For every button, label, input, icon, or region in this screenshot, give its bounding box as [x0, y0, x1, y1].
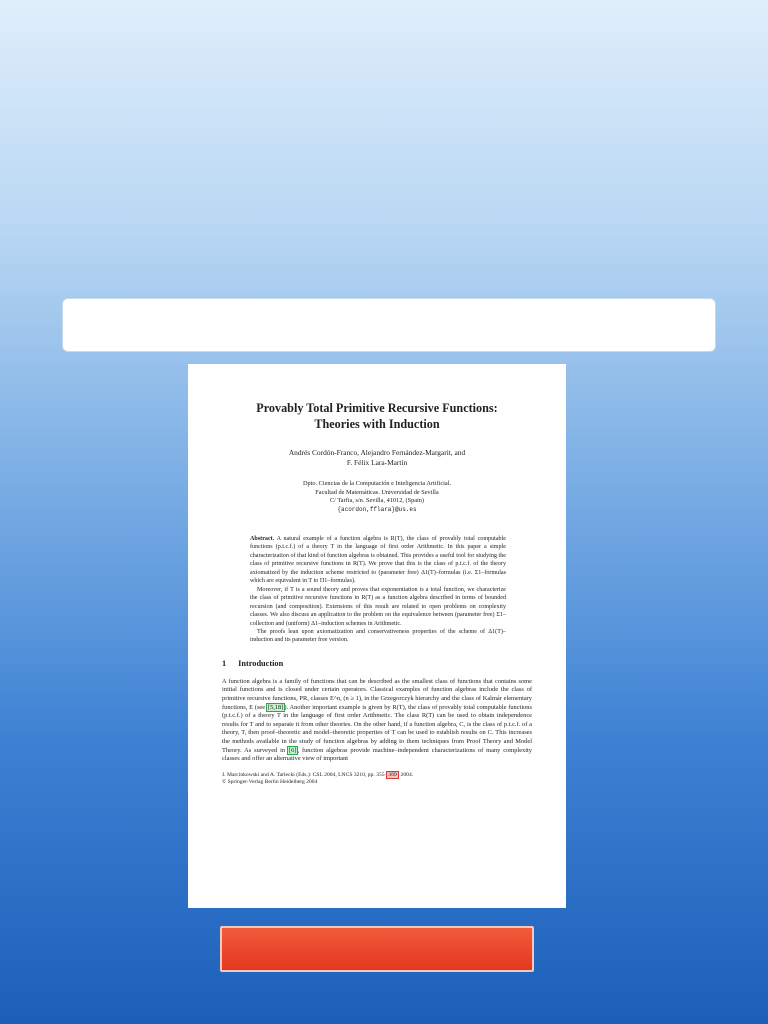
paper-title [222, 400, 532, 432]
abstract-paragraph: Moreover, if T is a sound theory and proves that exponentiation is a total function, we characterize the class of primitive recursive functions in R(T) as a function algebra described in terms of bounded recursion (and composition). Extensions of this result are related to open problems on complexity classes. We also discuss an application to the problem on the equivalence between (parameter free) Σ1–collection and (uniform) Δ1–induction schemes in Arithmetic. [250, 586, 506, 627]
action-button[interactable] [220, 926, 534, 972]
paper-authors [222, 448, 532, 468]
affiliation-email: {acordon,fflara}@us.es [337, 505, 417, 513]
affiliation-line: Facultad de Matemáticas. Universidad de Sevilla [315, 488, 439, 496]
footnote-line: © Springer-Verlag Berlin Heidelberg 2004 [222, 779, 318, 786]
abstract-text: A natural example of a function algebra is R(T), the class of provably total computable functions (p.t.c.f.) of a theory T in the language of first order Arithmetic. In this paper a simple characterization of that kind of function algebras is obtained. This provides a useful tool for studying the class of primitive recursive functions in R(T). We prove that this is the class of p.t.c.f. of the theory axiomatized by the induction scheme restricted to (parameter free) Δ1(T)–formulas (i.e. Σ1–formulas which are equivalent in T to Π1–formulas). [250, 536, 506, 585]
intro-paragraph [222, 678, 532, 764]
abstract-paragraph: The proofs lean upon axiomatization and conservativeness properties of the scheme of Δ1(T)–induction and its parameter free version. [250, 628, 506, 644]
section-title: Introduction [238, 658, 284, 668]
footnote-text: , 2004. [397, 771, 414, 778]
section-number: 1 [222, 658, 227, 668]
footnote-text: J. Marcinkowski and A. Tarlecki (Eds.): CSL 2004, LNCS 3210, pp. 355– [222, 771, 388, 778]
paper-title-line: Theories with Induction [314, 417, 440, 431]
section-heading [222, 659, 532, 668]
paper-affiliation [222, 480, 532, 514]
authors-line: F. Félix Lara-Martín [346, 458, 408, 467]
authors-line: Andrés Cordón-Franco, Alejandro Fernández-Margarit, and [288, 448, 466, 457]
affiliation-line: C/ Tarfia, s/n. Sevilla, 41012, (Spain) [329, 497, 425, 504]
search-input[interactable] [62, 298, 716, 352]
intro-text: ). Another important example is given by R(T), the class of provably total computable functions (p.t.c.f.) of a theory T in the language of first order Arithmetic. The class R(T) can be used to obtain independence results for T and to separate it from other theories. On the other hand, if a function algebra, C, is the class of p.t.c.f. of a theory, T, then proof–theoretic and model–theoretic properties of T can be used to establish results on C. This increases the methods available in the study of function algebras by adding to them techniques from Proof Theory and Model Theory. As surveyed in [222, 703, 532, 754]
abstract-paragraph [250, 535, 506, 586]
paper-title-line: Provably Total Primitive Recursive Functions: [256, 401, 498, 415]
paper-abstract [222, 535, 532, 645]
document-preview[interactable] [188, 364, 566, 908]
citation-link[interactable]: 369 [388, 771, 397, 778]
affiliation-line: Dpto. Ciencias de la Computación e Inteligencia Artificial. [302, 480, 452, 487]
intro-text: , function algebras provide machine–independent characterizations of many complexity classes and offer an alternative view of important [222, 746, 533, 763]
citation-link[interactable]: [5,18] [267, 703, 284, 711]
citation-link[interactable]: [6] [289, 746, 297, 754]
paper-footnote [222, 772, 532, 787]
abstract-heading: Abstract. [250, 536, 275, 542]
intro-text: A function algebra is a family of functions that can be described as the smallest class of functions that contains some initial functions and is closed under certain operators. Classical examples of function algebras include the class of primitive recursive functions, PR, classes E^n, (n ≥ 1), in the Grzegorczyk hierarchy and the class of Kalmár elementary functions, E (see [222, 677, 532, 711]
